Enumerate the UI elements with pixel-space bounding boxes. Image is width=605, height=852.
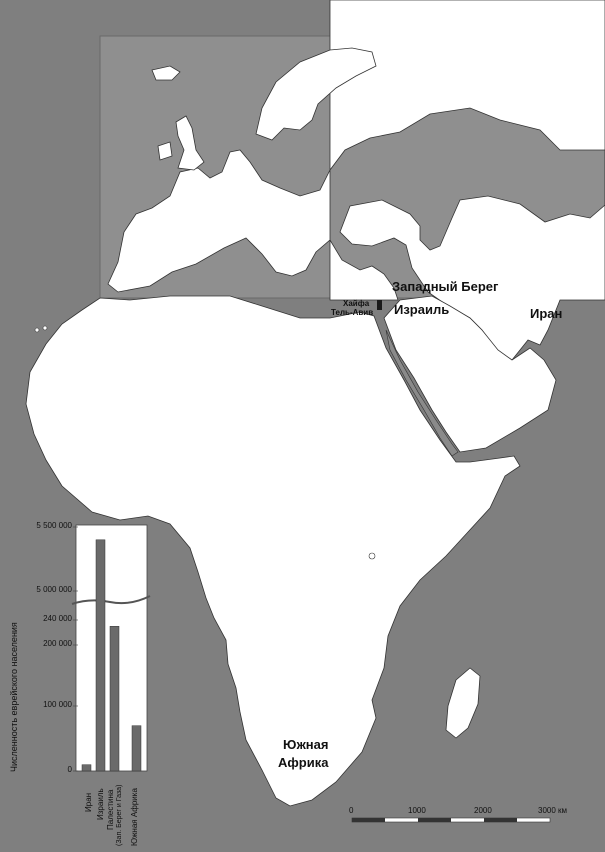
island — [35, 328, 39, 332]
label-iran: Иран — [530, 306, 563, 321]
y-tick-label: 200 000 — [43, 639, 72, 648]
bar — [110, 626, 119, 771]
y-tick-label: 240 000 — [43, 614, 72, 623]
island — [43, 326, 47, 330]
bar — [96, 540, 105, 771]
label-west-bank: Западный Берег — [392, 279, 499, 294]
israel-marker — [377, 300, 382, 310]
x-tick-label: Палестина — [106, 789, 115, 830]
x-tick-label: Иран — [84, 792, 93, 812]
label-tel-aviv: Тель-Авив — [331, 308, 374, 317]
y-tick-label: 100 000 — [43, 700, 72, 709]
y-tick-label: 5 000 000 — [36, 585, 72, 594]
label-south-africa-2: Африка — [278, 755, 329, 770]
island — [369, 553, 375, 559]
label-south-africa-1: Южная — [283, 737, 329, 752]
bar — [132, 726, 141, 771]
label-haifa: Хайфа — [343, 299, 370, 308]
scale-label: 0 — [349, 806, 354, 815]
scale-label: 1000 — [408, 806, 426, 815]
bar — [82, 765, 91, 771]
x-tick-label: Израиль — [96, 788, 105, 820]
chart-ylabel: Численность еврейского населения — [9, 622, 19, 772]
scale-bar — [352, 818, 550, 822]
y-tick-label: 0 — [67, 765, 72, 774]
scale-label: 3000 км — [538, 806, 568, 815]
scale-label: 2000 — [474, 806, 492, 815]
y-tick-label: 5 500 000 — [36, 521, 72, 530]
x-tick-label: (Зап. Берег и Газа) — [116, 784, 123, 846]
x-tick-label: Южная Африка — [130, 788, 139, 846]
label-israel: Израиль — [394, 302, 450, 317]
